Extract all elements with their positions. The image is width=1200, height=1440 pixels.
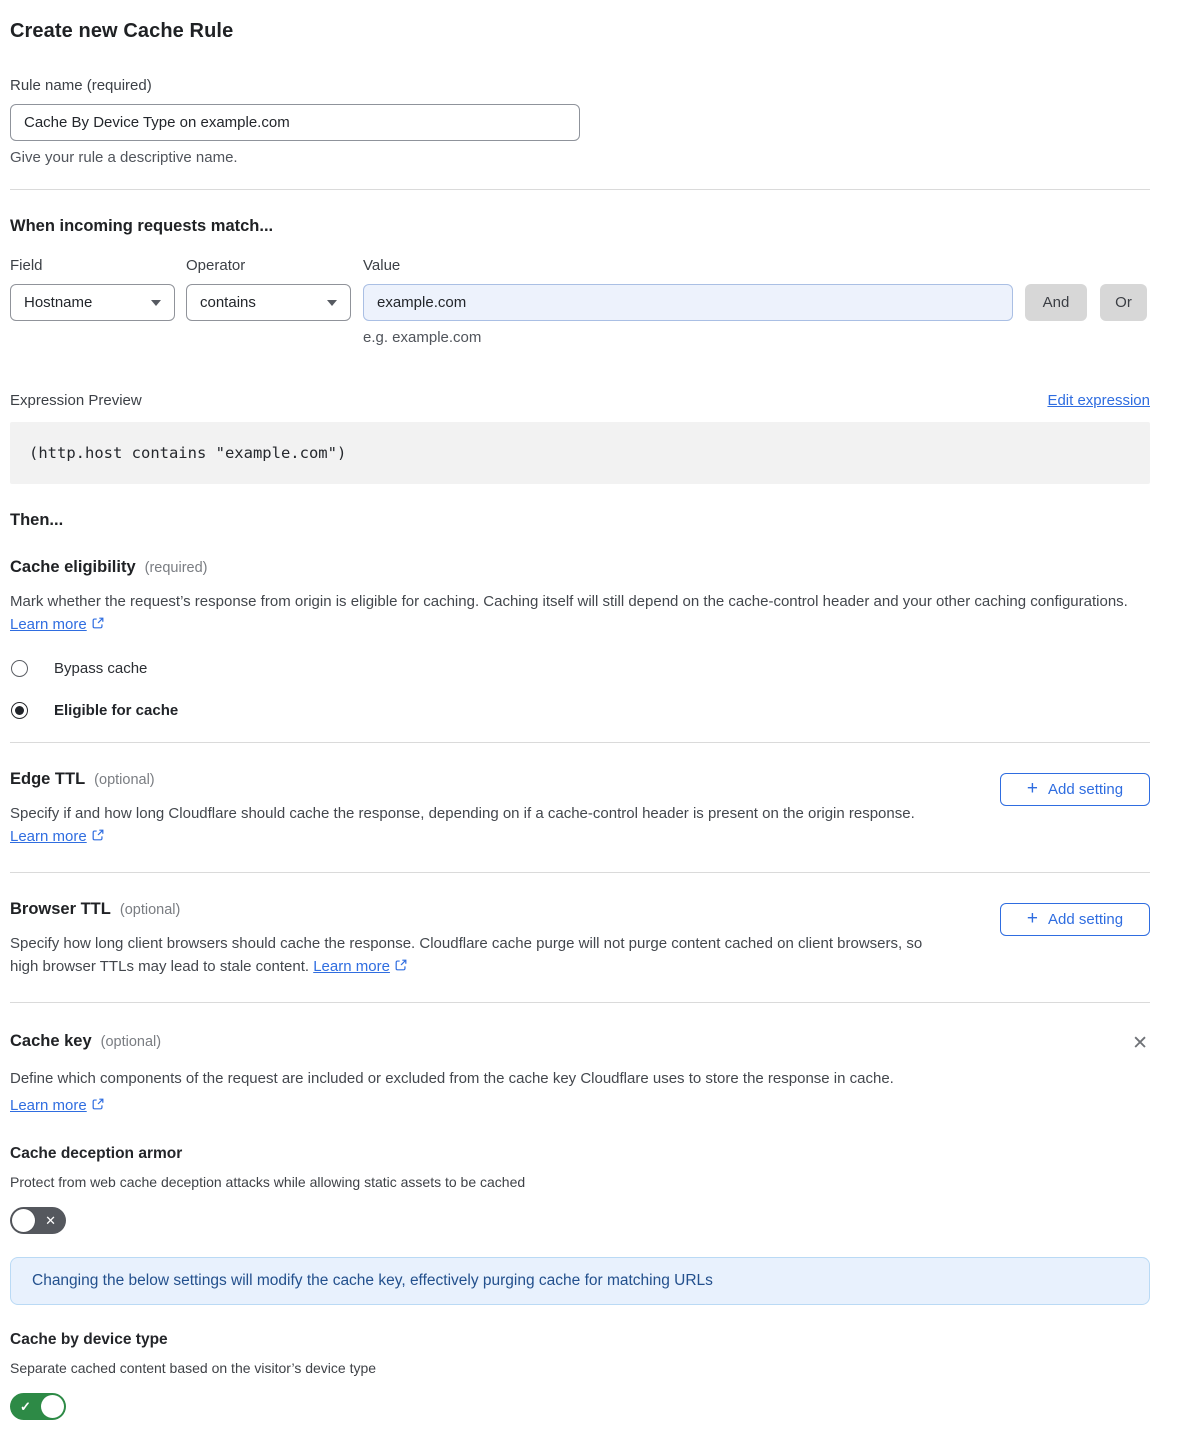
browser-ttl-add-setting-button[interactable] — [1000, 903, 1150, 936]
field-select[interactable] — [10, 284, 175, 321]
edge-ttl-description — [10, 802, 945, 849]
radio-selected-icon — [11, 702, 28, 719]
rule-name-input[interactable] — [10, 104, 580, 141]
cache-key-learn-more-line — [10, 1097, 1150, 1115]
edge-ttl-title: Edge TTL — [10, 770, 86, 788]
edge-ttl-section — [10, 770, 1150, 849]
expression-preview-row — [10, 392, 1150, 409]
expression-code: (http.host contains "example.com") — [29, 444, 347, 462]
value-label: Value — [363, 257, 401, 274]
cache-key-section — [10, 1032, 1150, 1420]
browser-ttl-section — [10, 900, 1150, 979]
rule-name-help: Give your rule a descriptive name. — [10, 149, 238, 166]
cache-eligibility-qualifier: (required) — [144, 560, 208, 576]
rule-name-label: Rule name (required) — [10, 77, 152, 94]
cache-key-description: Define which components of the request are included or excluded from the cache key Cloudflare uses to store the response in cache. — [10, 1070, 894, 1087]
value-help: e.g. example.com — [363, 329, 482, 346]
expression-preview-box — [10, 422, 1150, 484]
field-label: Field — [10, 257, 43, 274]
radio-eligible-for-cache[interactable] — [10, 702, 1150, 719]
chevron-down-icon — [327, 300, 337, 306]
operator-select[interactable] — [186, 284, 351, 321]
browser-ttl-learn-more-link[interactable]: Learn more — [313, 958, 390, 975]
edge-ttl-add-setting-label: Add setting — [1048, 781, 1124, 798]
toggle-on-check-icon: ✓ — [20, 1398, 31, 1414]
toggle-off-x-icon: ✕ — [45, 1212, 56, 1228]
external-link-icon — [91, 614, 105, 637]
edge-ttl-description-text: Specify if and how long Cloudflare should cache the response, depending on if a cache-control header is present on the origin response. — [10, 805, 915, 822]
rule-name-group — [10, 77, 1150, 166]
external-link-icon — [91, 826, 105, 849]
toggle-knob — [41, 1395, 64, 1418]
cache-key-info-banner: Changing the below settings will modify the cache key, effectively purging cache for matching URLs — [10, 1257, 1150, 1305]
browser-ttl-qualifier: (optional) — [119, 902, 181, 918]
field-column — [10, 257, 175, 321]
external-link-icon — [394, 956, 408, 979]
chevron-down-icon — [151, 300, 161, 306]
radio-eligible-for-cache-label: Eligible for cache — [54, 702, 179, 719]
browser-ttl-title: Browser TTL — [10, 900, 111, 918]
value-column — [363, 257, 1013, 346]
cache-by-device-type-title: Cache by device type — [10, 1331, 168, 1348]
divider — [10, 189, 1150, 190]
cache-eligibility-section — [10, 558, 1150, 719]
match-heading: When incoming requests match... — [10, 217, 274, 235]
browser-ttl-description — [10, 932, 945, 979]
operator-label: Operator — [186, 257, 246, 274]
radio-bypass-cache[interactable] — [10, 660, 1150, 677]
cache-key-qualifier: (optional) — [100, 1034, 162, 1050]
cache-by-device-type-description: Separate cached content based on the visitor’s device type — [10, 1360, 377, 1376]
or-button[interactable]: Or — [1100, 284, 1147, 321]
plus-icon: + — [1026, 908, 1039, 929]
cache-eligibility-description — [10, 590, 1135, 637]
plus-icon: + — [1026, 778, 1039, 799]
external-link-icon — [91, 1097, 105, 1115]
operator-column — [186, 257, 351, 321]
browser-ttl-description-text: Specify how long client browsers should cache the response. Cloudflare cache purge will not purge content cached on client browsers, so high browser TTLs may lead to stale content. — [10, 935, 923, 975]
close-icon[interactable]: ✕ — [1132, 1033, 1148, 1054]
edit-expression-link[interactable]: Edit expression — [1047, 392, 1150, 409]
divider — [10, 872, 1150, 873]
toggle-knob — [12, 1209, 35, 1232]
divider — [10, 742, 1150, 743]
operator-select-value: contains — [200, 294, 256, 311]
cache-by-device-type-toggle[interactable] — [10, 1393, 66, 1420]
and-button[interactable]: And — [1025, 284, 1087, 321]
radio-circle-icon — [11, 660, 28, 677]
cache-eligibility-learn-more-link[interactable]: Learn more — [10, 616, 87, 633]
field-select-value: Hostname — [24, 294, 93, 311]
match-expression-row — [10, 257, 1150, 346]
cache-eligibility-description-text: Mark whether the request’s response from origin is eligible for caching. Caching itself will still depend on the cache-control header and your other caching configurations. — [10, 593, 1128, 610]
cache-deception-armor-description: Protect from web cache deception attacks while allowing static assets to be cached — [10, 1174, 526, 1190]
edge-ttl-add-setting-button[interactable] — [1000, 773, 1150, 806]
cache-eligibility-title: Cache eligibility — [10, 558, 136, 576]
create-cache-rule-form — [10, 0, 1150, 1440]
cache-key-title: Cache key — [10, 1032, 92, 1050]
radio-bypass-cache-label: Bypass cache — [54, 660, 148, 677]
cache-key-learn-more-link[interactable]: Learn more — [10, 1097, 87, 1114]
expression-preview-label: Expression Preview — [10, 392, 142, 409]
cache-deception-armor-title: Cache deception armor — [10, 1145, 183, 1162]
cache-deception-armor-toggle[interactable] — [10, 1207, 66, 1234]
edge-ttl-learn-more-link[interactable]: Learn more — [10, 828, 87, 845]
edge-ttl-qualifier: (optional) — [94, 772, 155, 788]
divider — [10, 1002, 1150, 1003]
then-heading: Then... — [10, 511, 64, 529]
browser-ttl-add-setting-label: Add setting — [1048, 911, 1124, 928]
page-title: Create new Cache Rule — [10, 20, 234, 42]
value-input[interactable] — [363, 284, 1013, 321]
